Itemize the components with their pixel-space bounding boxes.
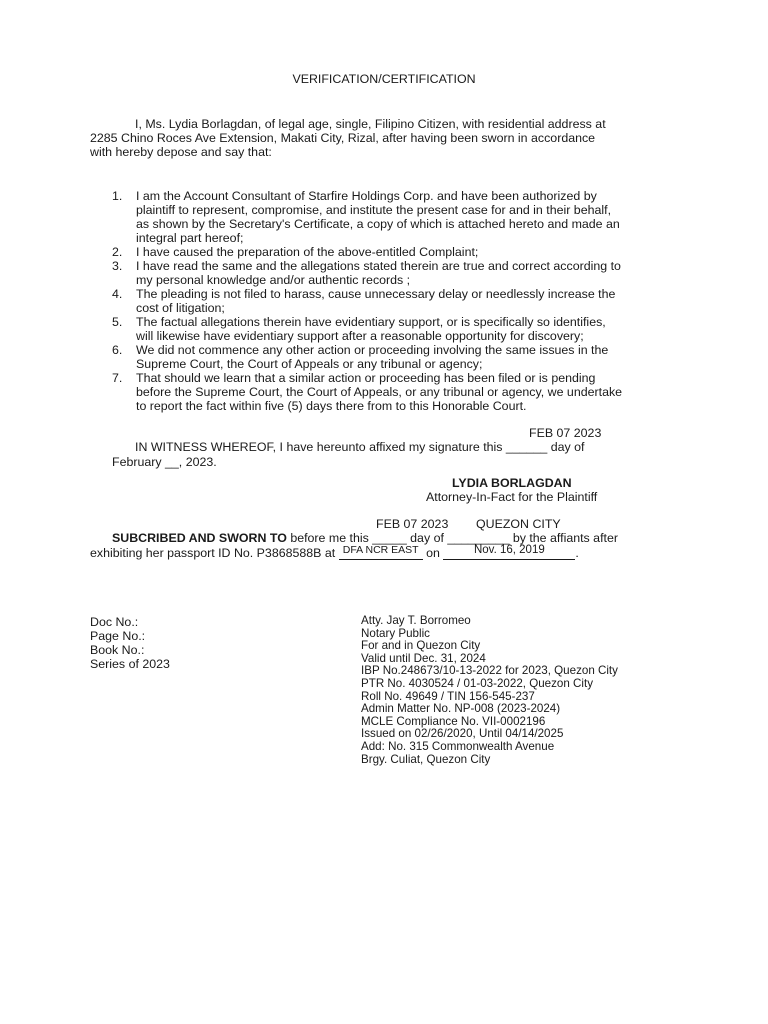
signatory-role: Attorney-In-Fact for the Plaintiff <box>426 490 598 504</box>
witness-line: IN WITNESS WHEREOF, I have hereunto affixed my signature this ______ day of <box>135 440 585 454</box>
notary-line: Issued on 02/26/2020, Until 04/14/2025 <box>361 727 564 741</box>
item-line: I am the Account Consultant of Starfire Holdings Corp. and have been authorized by <box>136 189 597 203</box>
notary-block <box>361 615 618 766</box>
notary-line: Atty. Jay T. Borromeo <box>361 614 471 627</box>
notary-line: Add: No. 315 Commonwealth Avenue <box>361 739 555 753</box>
intro-line: 2285 Chino Roces Ave Extension, Makati City, Rizal, after having been sworn in accordance <box>90 131 596 145</box>
city-stamp: QUEZON CITY <box>476 517 561 531</box>
item-line: That should we learn that a similar action or proceeding has been filed or is pending <box>136 371 596 385</box>
item-line: will likewise have evidentiary support after a reasonable opportunity for discovery; <box>136 329 584 343</box>
averments-list <box>112 189 692 413</box>
notary-line: Brgy. Culiat, Quezon City <box>361 752 491 766</box>
list-item <box>112 343 692 371</box>
doc-number-label: Doc No.: <box>90 615 139 629</box>
item-line: to report the fact within five (5) days there from to this Honorable Court. <box>136 399 527 413</box>
notary-line: For and in Quezon City <box>361 639 481 653</box>
item-number: 7. <box>112 371 123 385</box>
item-line: integral part hereof; <box>136 231 244 245</box>
item-line: I have read the same and the allegations stated therein are true and correct according to <box>136 259 621 273</box>
item-number: 6. <box>112 343 123 357</box>
notary-line: IBP No.248673/10-13-2022 for 2023, Quezon City <box>361 664 618 678</box>
item-line: The factual allegations therein have evidentiary support, or is specifically so identifies, <box>136 315 606 329</box>
notary-line: Admin Matter No. NP-008 (2023-2024) <box>361 702 561 716</box>
date-stamp: FEB 07 2023 <box>376 517 449 531</box>
jurat-text: on <box>426 546 440 560</box>
item-line: as shown by the Secretary's Certificate, a copy of which is attached hereto and made an <box>136 217 620 231</box>
jurat-text: before me this _____ day of _________ by the affiants after <box>290 531 618 545</box>
jurat-text: exhibiting her passport ID No. P3868588B at <box>90 546 336 560</box>
notary-line: Roll No. 49649 / TIN 156-545-237 <box>361 689 535 703</box>
item-line: before the Supreme Court, the Court of Appeals, or any tribunal or agency, we undertake <box>136 385 623 399</box>
item-line: We did not commence any other action or proceeding involving the same issues in the <box>136 343 609 357</box>
document-title: VERIFICATION/CERTIFICATION <box>292 72 476 86</box>
signatory-name: LYDIA BORLAGDAN <box>452 476 572 490</box>
intro-line: with hereby depose and say that: <box>90 145 272 159</box>
list-item <box>112 287 692 315</box>
intro-paragraph <box>90 117 690 159</box>
notary-line: MCLE Compliance No. VII-0002196 <box>361 714 546 728</box>
list-item <box>112 189 692 245</box>
date-stamp: FEB 07 2023 <box>529 426 602 440</box>
item-line: cost of litigation; <box>136 301 225 315</box>
list-item <box>112 245 692 259</box>
jurat-line <box>90 545 579 560</box>
book-number-label: Book No.: <box>90 643 145 657</box>
list-item <box>112 259 692 287</box>
item-line: Supreme Court, the Court of Appeals or any tribunal or agency; <box>136 357 483 371</box>
item-number: 1. <box>112 189 123 203</box>
item-number: 4. <box>112 287 123 301</box>
intro-line: I, Ms. Lydia Borlagdan, of legal age, single, Filipino Citizen, with residential address at <box>135 117 606 131</box>
doc-fields <box>90 615 170 671</box>
jurat-text: . <box>575 546 579 560</box>
item-number: 2. <box>112 245 123 259</box>
item-line: plaintiff to represent, compromise, and institute the present case for and in their behalf, <box>136 203 612 217</box>
item-line: The pleading is not filed to harass, cause unnecessary delay or needlessly increase the <box>136 287 616 301</box>
item-number: 5. <box>112 315 123 329</box>
date-field <box>443 545 575 560</box>
notary-line: Notary Public <box>361 626 430 640</box>
list-item <box>112 315 692 343</box>
series-label: Series of 2023 <box>90 657 170 671</box>
issue-date-stamp: Nov. 16, 2019 <box>473 544 545 556</box>
place-stamp: DFA NCR EAST <box>342 544 419 556</box>
item-number: 3. <box>112 259 123 273</box>
item-line: my personal knowledge and/or authentic records ; <box>136 273 411 287</box>
jurat-line <box>112 531 618 545</box>
witness-line: February __, 2023. <box>112 455 217 469</box>
page-number-label: Page No.: <box>90 629 146 643</box>
list-item <box>112 371 692 413</box>
notary-line: PTR No. 4030524 / 01-03-2022, Quezon City <box>361 676 594 690</box>
place-field <box>339 545 423 560</box>
notary-line: Valid until Dec. 31, 2024 <box>361 651 486 665</box>
item-line: I have caused the preparation of the above-entitled Complaint; <box>136 245 479 259</box>
jurat-heading: SUBCRIBED AND SWORN TO <box>112 531 287 545</box>
